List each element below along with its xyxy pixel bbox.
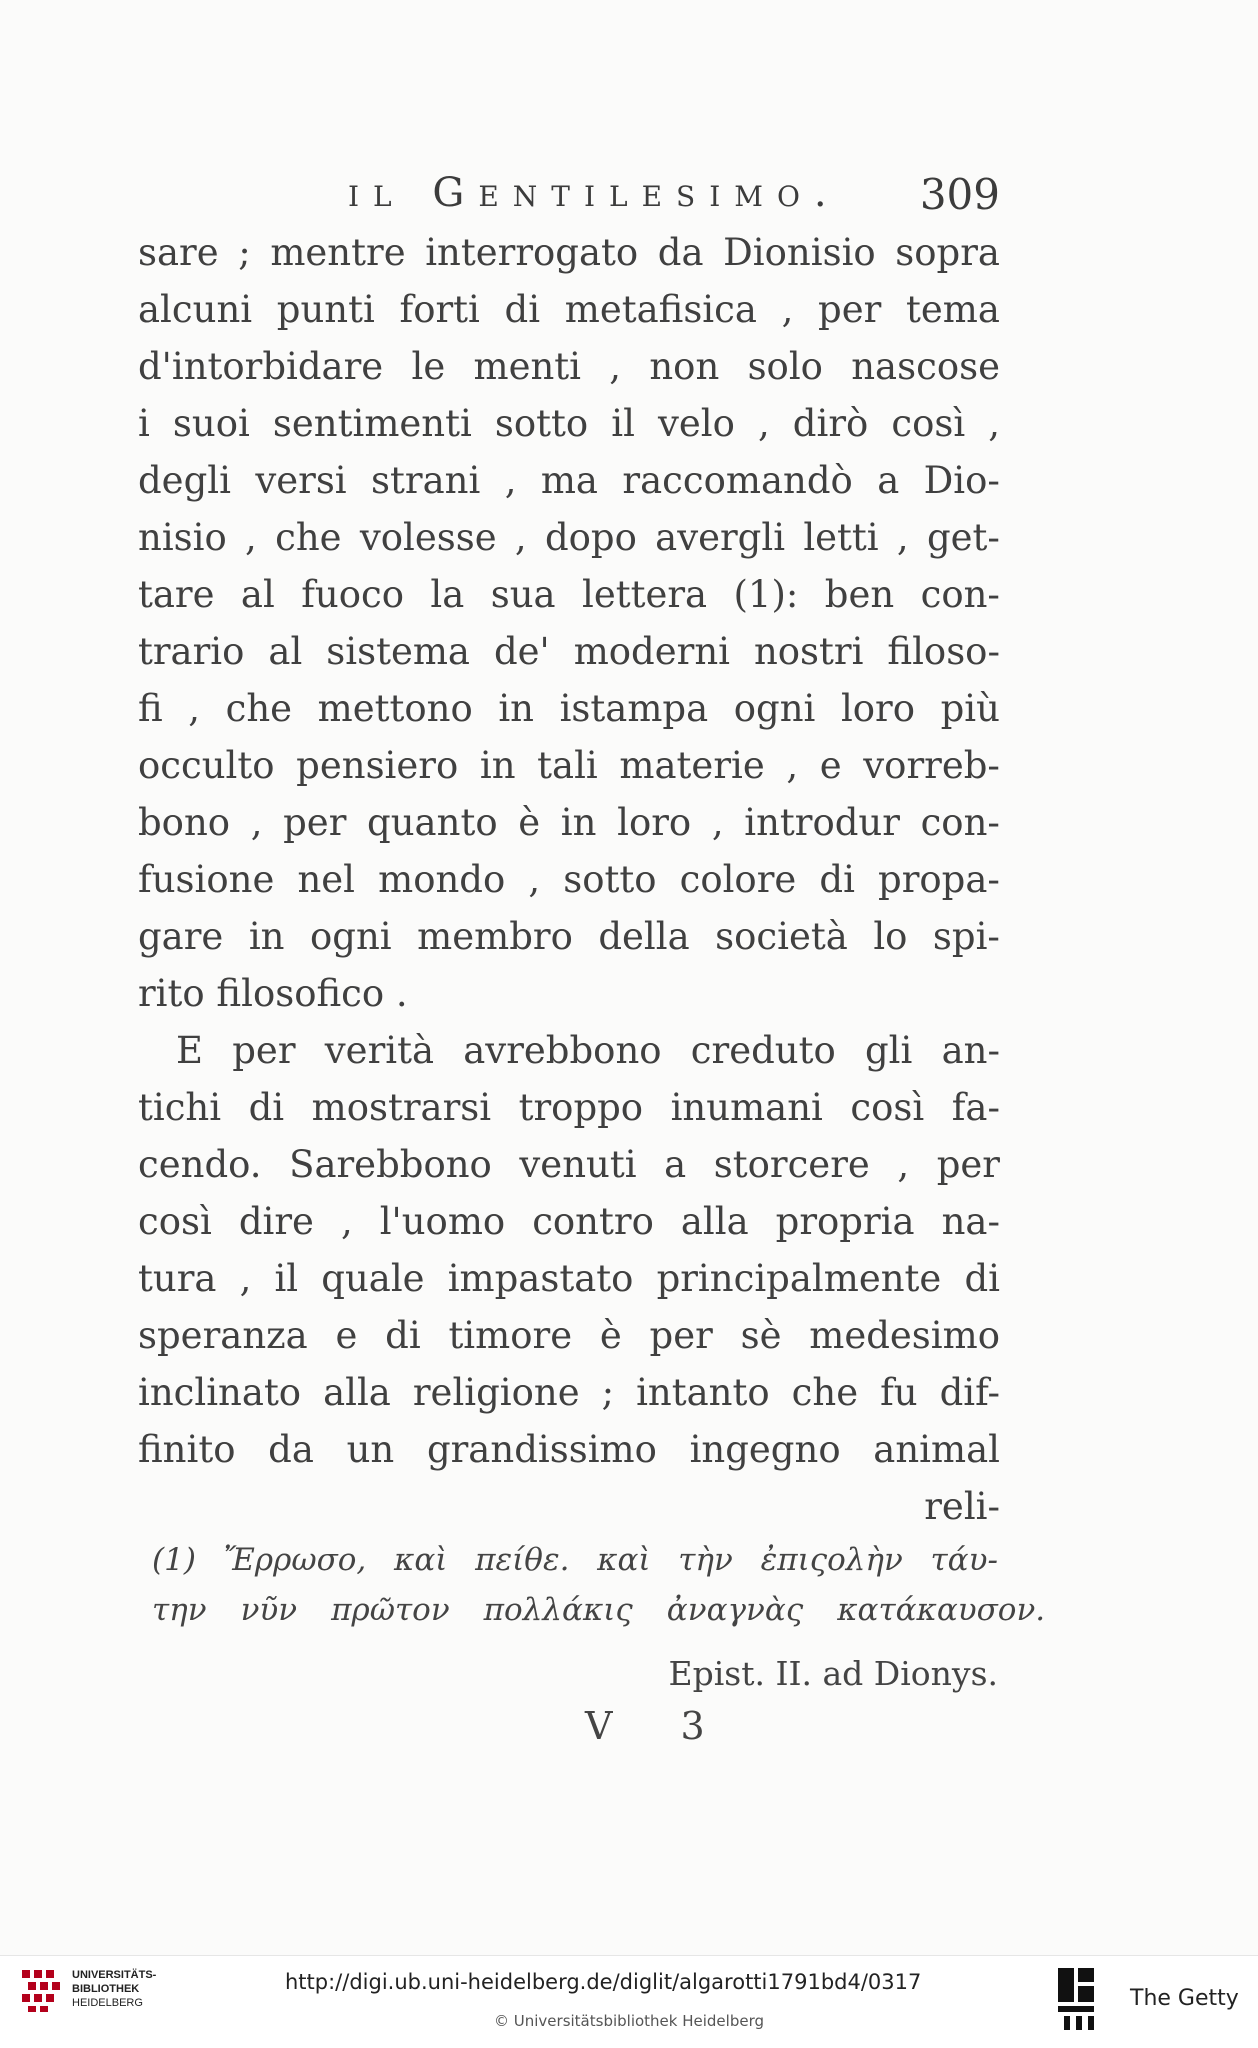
- text-line: fi , che mettono in istampa ogni loro più: [138, 687, 1000, 730]
- text-line: bono , per quanto è in loro , introdur con-: [138, 801, 1000, 844]
- library-logo-icon: [20, 1968, 66, 2014]
- text-line: rito filosofico .: [138, 972, 408, 1015]
- text-line: nisio , che volesse , dopo avergli letti , get-: [138, 516, 1000, 559]
- footer-bar: [0, 1955, 1258, 2048]
- text-line: alcuni punti forti di metafisica , per tema: [138, 288, 1000, 331]
- getty-logo-icon: [1056, 1966, 1106, 2034]
- text-line: così dire , l'uomo contro alla propria na-: [138, 1200, 1000, 1243]
- text-line: tare al fuoco la sua lettera (1): ben con-: [138, 573, 1000, 616]
- text-line: cendo. Sarebbono venuti a storcere , per: [138, 1143, 1000, 1186]
- text-line: fusione nel mondo , sotto colore di propa-: [138, 858, 1000, 901]
- text-line: E per verità avrebbono creduto gli an-: [176, 1029, 1000, 1072]
- text-line: finito da un grandissimo ingegno animal: [138, 1428, 1000, 1471]
- text-line: sare ; mentre interrogato da Dionisio sopra: [138, 231, 1000, 274]
- copyright-notice: © Universitätsbibliothek Heidelberg: [494, 2012, 765, 2030]
- footnote-line: την νῦν πρῶτον πολλάκις ἀναγνὰς κατάκαυσον.: [152, 1592, 1046, 1628]
- library-name: UNIVERSITÄTS- BIBLIOTHEK HEIDELBERG: [72, 1969, 157, 2009]
- footnote-attribution: Epist. II. ad Dionys.: [668, 1654, 998, 1693]
- text-line: occulto pensiero in tali materie , e vorreb-: [138, 744, 1000, 787]
- text-line: i suoi sentimenti sotto il velo , dirò così ,: [138, 402, 1000, 445]
- text-line: reli-: [924, 1485, 1000, 1528]
- body-text: [138, 224, 1000, 1535]
- permalink[interactable]: http://digi.ub.uni-heidelberg.de/diglit/algarotti1791bd4/0317: [285, 1970, 922, 1994]
- text-line: degli versi strani , ma raccomandò a Dio-: [138, 459, 1000, 502]
- footnote-line: (1) Ἔρρωσο, καὶ πείθε. καὶ τὴν ἐπιςολὴν τάυ-: [152, 1542, 998, 1578]
- page-header: [138, 170, 1000, 230]
- text-line: gare in ogni membro della società lo spi-: [138, 915, 1000, 958]
- text-line: inclinato alla religione ; intanto che fu dif-: [138, 1371, 1000, 1414]
- footnote: [152, 1535, 1046, 1699]
- text-line: trario al sistema de' moderni nostri filoso-: [138, 630, 1000, 673]
- text-line: tura , il quale impastato principalmente di: [138, 1257, 1000, 1300]
- signature-mark: V 3: [585, 1704, 733, 1748]
- text-line: tichi di mostrarsi troppo inumani così fa-: [138, 1086, 1000, 1129]
- text-line: d'intorbidare le menti , non solo nascose: [138, 345, 1000, 388]
- text-line: speranza e di timore è per sè medesimo: [138, 1314, 1000, 1357]
- partner-name: The Getty: [1130, 1986, 1239, 2011]
- page-number: 309: [919, 170, 1000, 219]
- running-title: il Gentilesimo.: [348, 170, 841, 216]
